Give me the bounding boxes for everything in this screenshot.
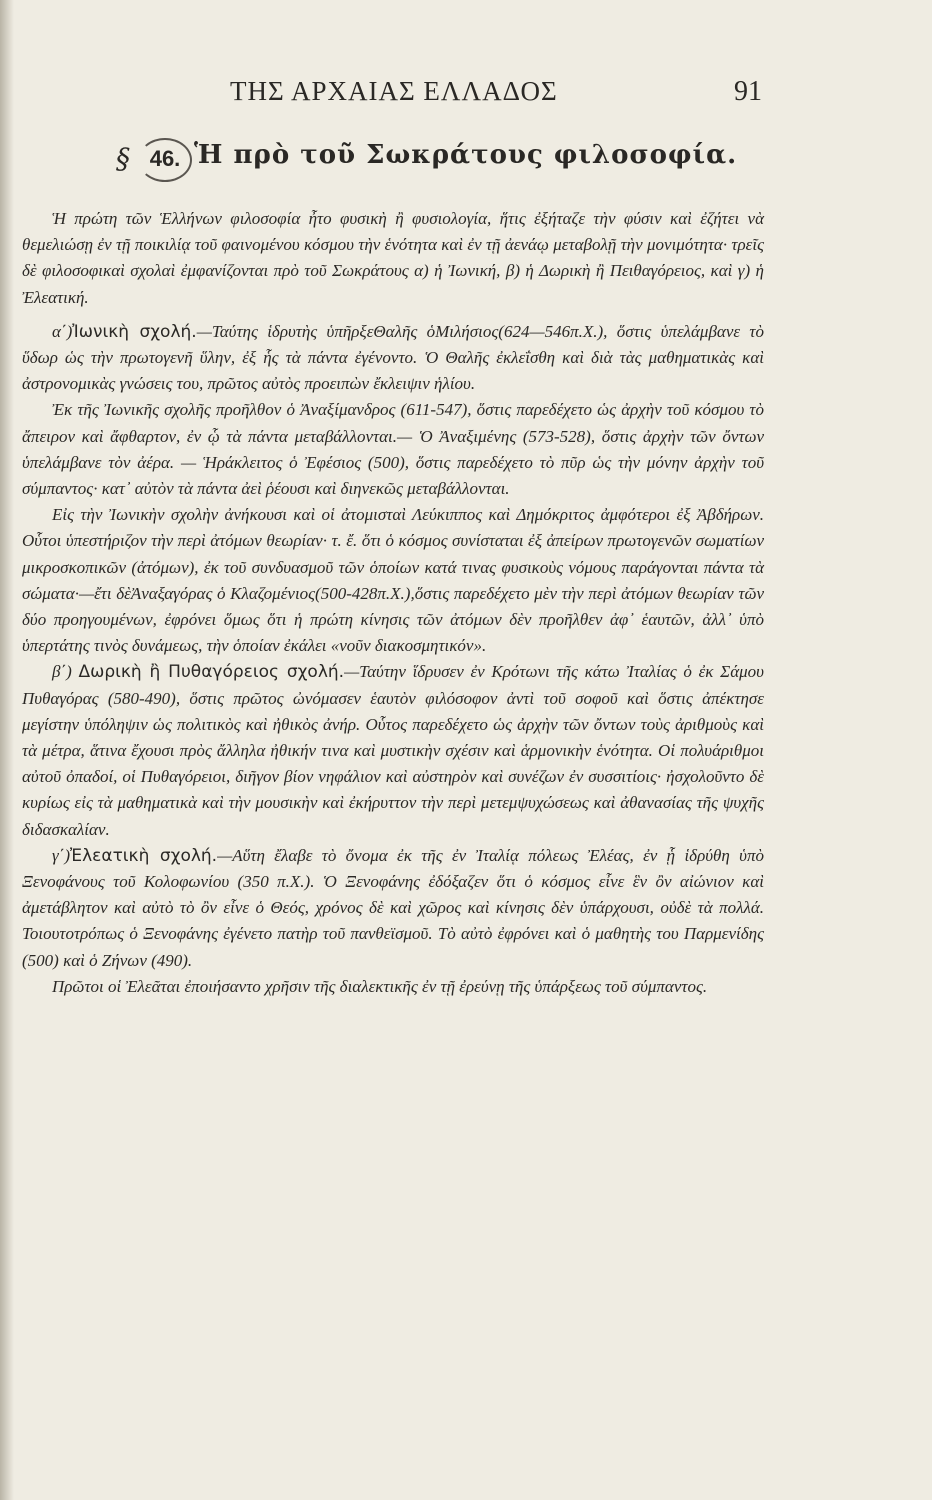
running-title: ΤΗΣ ΑΡΧΑΙΑΣ ΕΛΛΑΔΟΣ [230, 76, 558, 106]
paragraph-doric [22, 659, 764, 842]
body-text [22, 206, 764, 1000]
paragraph-ionic [22, 319, 764, 398]
doric-label: β΄) [52, 662, 72, 682]
paragraph-intro: Ἡ πρώτη τῶν Ἑλλήνων φιλοσοφία ἦτο φυσικὴ ἢ φυσιολογία, ἥτις ἐξήταζε τὴν φύσιν καὶ ἐζήτει νὰ θεμελιώσῃ ἐν τῇ ποικιλίᾳ τοῦ φαινομένου κόσμου τὴν ἑνότητα καὶ ἐν τῇ ἀενάῳ μεταβολῇ τὴν μονιμότητα· τρεῖς δὲ φιλοσοφικαὶ σχολαὶ ἐμφανίζονται πρὸ τοῦ Σωκράτους α) ἡ Ἰωνική, β) ἡ Δωρικὴ ἢ Πειθαγόρειος, καὶ γ) ἡ Ἐλεατική. [22, 209, 764, 307]
section-mark: § [116, 142, 130, 175]
running-head [0, 76, 932, 116]
ionic-label: α΄) [52, 321, 73, 341]
section-title: Ἡ πρὸ τοῦ Σωκράτους φιλοσοφία. [194, 140, 738, 170]
paragraph-atomists: Εἰς τὴν Ἰωνικὴν σχολὴν ἀνήκουσι καὶ οἱ ἀτομισταὶ Λεύκιππος καὶ Δημόκριτος ἀμφότεροι ἐξ Ἀβδήρων. Οὗτοι ὑπεστήριζον τὴν περὶ ἀτόμων θεωρίαν· τ. ἔ. ὅτι ὁ κόσμος συνίσταται ἐξ ἀπείρων πρωτογενῶν σωματίων μικροσκοπικῶν (ἀτόμων), ἐκ τοῦ συνδυασμοῦ τῶν ὁποίων κατά τινας φυσικοὺς νόμους παράγονται πάντα τὰ σώματα·—ἔτι δὲἈναξαγόρας ὁ Κλαζομένιος(500-428π.Χ.),ὅστις παρεδέχετο μὲν τὴν περὶ ἀτόμων θεωρίαν τῶν δύο προηγουμένων, ἐφρόνει ὅμως ὅτι ἡ πρώτη κίνησις τῶν ἀτόμων δὲν προῆλθεν ἀφ᾽ ἑαυτῶν, ἀλλ᾽ ὑπὸ ὑπερτάτης τινὸς δυνάμεως, τὴν ὁποίαν ἐκάλει «νοῦν διακοσμητικόν». [22, 505, 764, 656]
section-heading [116, 138, 876, 188]
paragraph-eleatic [22, 843, 764, 974]
ionic-school-text: —Ταύτης ἱδρυτὴς ὑπῆρξεΘαλῆς ὁΜιλήσιος(624—546π.Χ.), ὅστις ὑπελάμβανε τὸ ὕδωρ ὡς τὴν πρωτογενῆ ὕλην, ἐξ ἧς τὰ πάντα ἐγένοντο. Ὁ Θαλῆς ἐκλεΐσθη καὶ διὰ τὰς μαθηματικὰς καὶ ἀστρονομικὰς γνώσεις του, πρῶτος αὐτὸς προειπὼν ἔκλειψιν ἡλίου. [22, 321, 764, 394]
paragraph-dialectic: Πρῶτοι οἱ Ἐλεᾶται ἐποιήσαντο χρῆσιν τῆς διαλεκτικῆς ἐν τῇ ἐρεύνῃ τῆς ὑπάρξεως τοῦ σύμπαντος. [52, 976, 708, 996]
eleatic-label: γ΄) [52, 845, 71, 865]
binding-shadow [0, 0, 14, 1500]
eleatic-school-heading: Ἐλεατικὴ σχολή. [70, 845, 218, 866]
eleatic-school-text: —Αὕτη ἔλαβε τὸ ὄνομα ἐκ τῆς ἐν Ἰταλίᾳ πόλεως Ἐλέας, ἐν ᾗ ἱδρύθη ὑπὸ Ξενοφάνους τοῦ Κολοφωνίου (350 π.Χ.). Ὁ Ξενοφάνης ἐδόξαζεν ὅτι ὁ κόσμος εἶνε ἓν ὂν αἰώνιον καὶ ἀμετάβλητον καὶ αὐτὸ τὸ ὂν εἶνε ὁ Θεός, χρόνος δὲ καὶ χῶρος καὶ κίνησις δὲν ὑπάρχουσι, οὐδὲ τὰ πολλά. Τοιουτοτρόπως ὁ Ξενοφάνης ἐγένετο πατὴρ τοῦ πανθεϊσμοῦ. Τὸ αὐτὸ ἐφρόνει καὶ ὁ μαθητὴς του Παρμενίδης (500) καὶ ὁ Ζήνων (490). [22, 845, 764, 970]
section-number: 46. [138, 138, 192, 182]
ionic-school-heading: Ἰωνικὴ σχολή. [72, 321, 197, 342]
doric-school-heading: Δωρικὴ ἢ Πυθαγόρειος σχολή. [78, 662, 345, 683]
doric-school-text: —Ταύτην ἵδρυσεν ἐν Κρότωνι τῆς κάτω Ἰταλίας ὁ ἐκ Σάμου Πυθαγόρας (580-490), ὅστις πρῶτος ὠνόμασεν ἑαυτὸν φιλόσοφον ἀντὶ τοῦ σοφοῦ καὶ ὅστις ἀπέκτησε μεγίστην ὑπόληψιν ὡς πολιτικὸς καὶ ἠθικὸς ἀνήρ. Οὗτος παρεδέχετο ὡς ἀρχὴν τῶν ὄντων τοὺς ἀριθμοὺς καὶ τὰ μέτρα, ἅτινα ἔχουσι πρὸς ἄλληλα ἠθικήν τινα καὶ μυστικὴν σχέσιν καὶ ἁρμονικὴν ἑνότητα. Οἱ πολυάριθμοι αὐτοῦ ὀπαδοί, οἱ Πυθαγόρειοι, διῆγον βίον νηφάλιον καὶ αὐστηρὸν καὶ συνέζων ἐν συσσιτίοις· ἠσχολοῦντο δὲ κυρίως εἰς τὰ μαθηματικὰ καὶ τὴν μουσικὴν καὶ ἐκήρυττον τὴν περὶ μετεμψυχώσεως καὶ ἀθανασίας τῆς ψυχῆς διδασκαλίαν. [22, 662, 764, 839]
page-number: 91 [734, 76, 762, 107]
paragraph-anaximander: Ἐκ τῆς Ἰωνικῆς σχολῆς προῆλθον ὁ Ἀναξίμανδρος (611-547), ὅστις παρεδέχετο ὡς ἀρχὴν τοῦ κόσμου τὸ ἄπειρον καὶ ἄφθαρτον, ἐν ᾧ τὰ πάντα μεταβάλλονται.— Ὁ Ἀναξιμένης (573-528), ὅστις ἀρχὴν τῶν ὄντων ὑπελάμβανε τὸν ἀέρα. — Ἡράκλειτος ὁ Ἐφέσιος (500), ὅστις παρεδέχετο τὸ πῦρ ὡς τὴν μόνην ἀρχὴν τοῦ σύμπαντος· κατ᾽ αὐτὸν τὰ πάντα ἀεὶ ῥέουσι καὶ διηνεκῶς μεταβάλλονται. [22, 400, 764, 499]
